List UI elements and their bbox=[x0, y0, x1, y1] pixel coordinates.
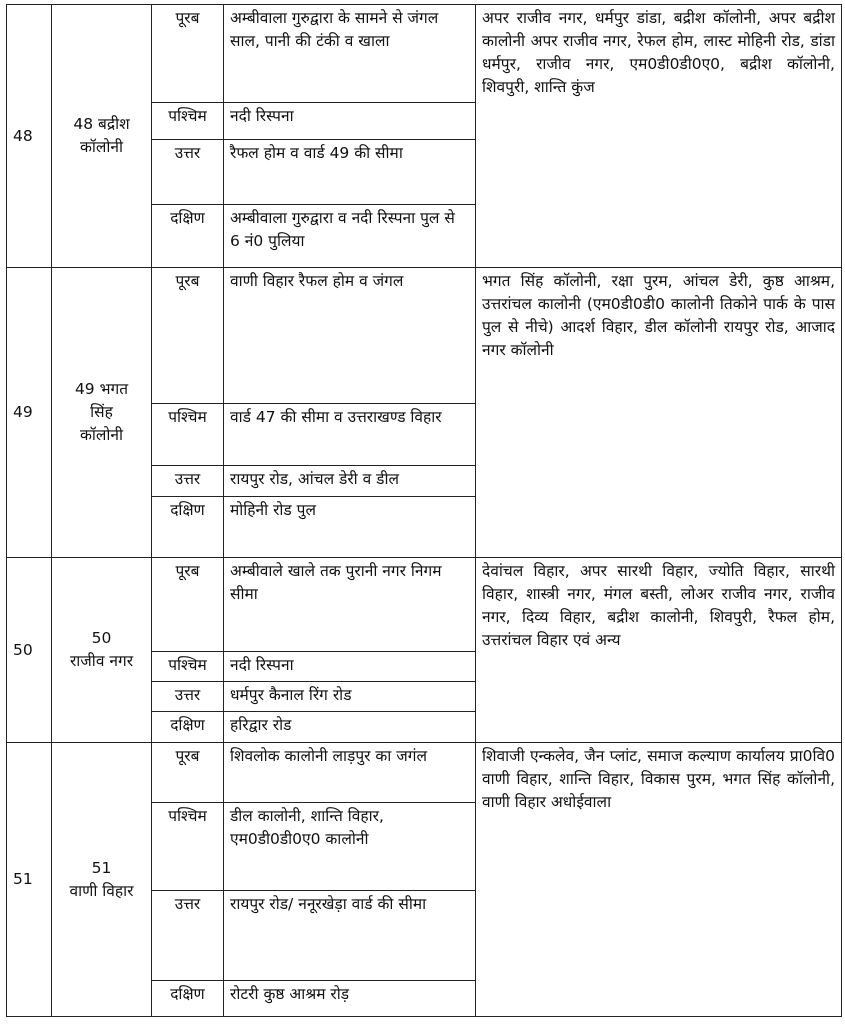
boundary-text: वाणी विहार रैफल होम व जंगल bbox=[224, 268, 476, 404]
direction-label: उत्तर bbox=[152, 140, 224, 205]
direction-label: पश्चिम bbox=[152, 103, 224, 140]
direction-label: पूरब bbox=[152, 743, 224, 803]
ward-name-line: 48 बद्रीश bbox=[73, 115, 130, 133]
boundary-text: हरिद्वार रोड bbox=[224, 712, 476, 743]
boundary-text: रायपुर रोड/ ननूरखेड़ा वार्ड की सीमा bbox=[224, 891, 476, 981]
ward-name bbox=[52, 558, 152, 743]
ward-name bbox=[52, 743, 152, 1017]
direction-label: दक्षिण bbox=[152, 497, 224, 558]
areas-text: शिवाजी एन्कलेव, जैन प्लांट, समाज कल्याण कार्यालय प्रा0वि0 वाणी विहार, शान्ति विहार, विकास पुरम, भगत सिंह कॉलोनी, वाणी विहार अधोईवाला bbox=[476, 743, 842, 1017]
direction-label: पश्चिम bbox=[152, 404, 224, 466]
boundary-text: नदी रिस्पना bbox=[224, 652, 476, 682]
boundary-text: अम्बीवाला गुरुद्वारा के सामने से जंगल साल, पानी की टंकी व खाला bbox=[224, 5, 476, 103]
boundary-text: धर्मपुर कैनाल रिंग रोड bbox=[224, 682, 476, 712]
direction-label: पश्चिम bbox=[152, 803, 224, 891]
direction-label: पूरब bbox=[152, 558, 224, 652]
areas-text: अपर राजीव नगर, धर्मपुर डांडा, बद्रीश कॉलोनी, अपर बद्रीश कालोनी अपर राजीव नगर, रेफल होम, लास्ट मोहिनी रोड, डांडा धर्मपुर, राजीव नगर, एम0डी0डी0ए0, बद्रीश कॉलोनी, शिवपुरी, शान्ति कुंज bbox=[476, 5, 842, 268]
ward-name bbox=[52, 268, 152, 558]
ward-name-line: सिंह bbox=[90, 403, 113, 421]
ward-name-line: राजीव नगर bbox=[69, 652, 134, 670]
boundary-text: अम्बीवाले खाले तक पुरानी नगर निगम सीमा bbox=[224, 558, 476, 652]
ward-name-line: कॉलोनी bbox=[79, 138, 124, 156]
ward-number: 48 bbox=[7, 5, 52, 268]
boundary-text: मोहिनी रोड पुल bbox=[224, 497, 476, 558]
ward-number: 51 bbox=[7, 743, 52, 1017]
areas-text: देवांचल विहार, अपर सारथी विहार, ज्योति विहार, सारथी विहार, शास्त्री नगर, मंगल बस्ती, लोअर राजीव नगर, राजीव नगर, दिव्य विहार, बद्रीश कालोनी, शिवपुरी, रैफल होम, उत्तरांचल विहार एवं अन्य bbox=[476, 558, 842, 743]
boundary-text: डील कालोनी, शान्ति विहार, एम0डी0डी0ए0 कालोनी bbox=[224, 803, 476, 891]
boundary-text: रोटरी कुष्ठ आश्रम रोड़ bbox=[224, 981, 476, 1017]
boundary-text: अम्बीवाला गुरुद्वारा व नदी रिस्पना पुल से 6 नं0 पुलिया bbox=[224, 205, 476, 268]
ward-name bbox=[52, 5, 152, 268]
table-row bbox=[7, 268, 842, 404]
ward-name-line: वाणी विहार bbox=[69, 881, 134, 900]
table-row bbox=[7, 5, 842, 103]
direction-label: दक्षिण bbox=[152, 205, 224, 268]
direction-label: पूरब bbox=[152, 268, 224, 404]
direction-label: दक्षिण bbox=[152, 981, 224, 1017]
direction-label: उत्तर bbox=[152, 466, 224, 497]
boundary-text: वार्ड 47 की सीमा व उत्तराखण्ड विहार bbox=[224, 404, 476, 466]
direction-label: दक्षिण bbox=[152, 712, 224, 743]
areas-text: भगत सिंह कॉलोनी, रक्षा पुरम, आंचल डेरी, कुष्ठ आश्रम, उत्तरांचल कालोनी (एम0डी0डी0 कालोनी तिकोने पार्क के पास पुल से नीचे) आदर्श विहार, डील कॉलोनी रायपुर रोड, आजाद नगर कॉलोनी bbox=[476, 268, 842, 558]
ward-name-line: 50 bbox=[91, 629, 112, 647]
boundary-text: रैफल होम व वार्ड 49 की सीमा bbox=[224, 140, 476, 205]
direction-label: उत्तर bbox=[152, 682, 224, 712]
ward-number: 50 bbox=[7, 558, 52, 743]
boundary-text: शिवलोक कालोनी लाड़पुर का जगंल bbox=[224, 743, 476, 803]
boundary-text: नदी रिस्पना bbox=[224, 103, 476, 140]
ward-number: 49 bbox=[7, 268, 52, 558]
direction-label: पश्चिम bbox=[152, 652, 224, 682]
ward-boundary-table bbox=[6, 4, 842, 1017]
ward-name-line: कॉलोनी bbox=[79, 426, 124, 444]
direction-label: उत्तर bbox=[152, 891, 224, 981]
boundary-text: रायपुर रोड, आंचल डेरी व डील bbox=[224, 466, 476, 497]
ward-name-line: 49 भगत bbox=[74, 380, 129, 398]
direction-label: पूरब bbox=[152, 5, 224, 103]
table-row bbox=[7, 558, 842, 652]
ward-name-line: 51 bbox=[91, 858, 112, 877]
table-row bbox=[7, 743, 842, 803]
